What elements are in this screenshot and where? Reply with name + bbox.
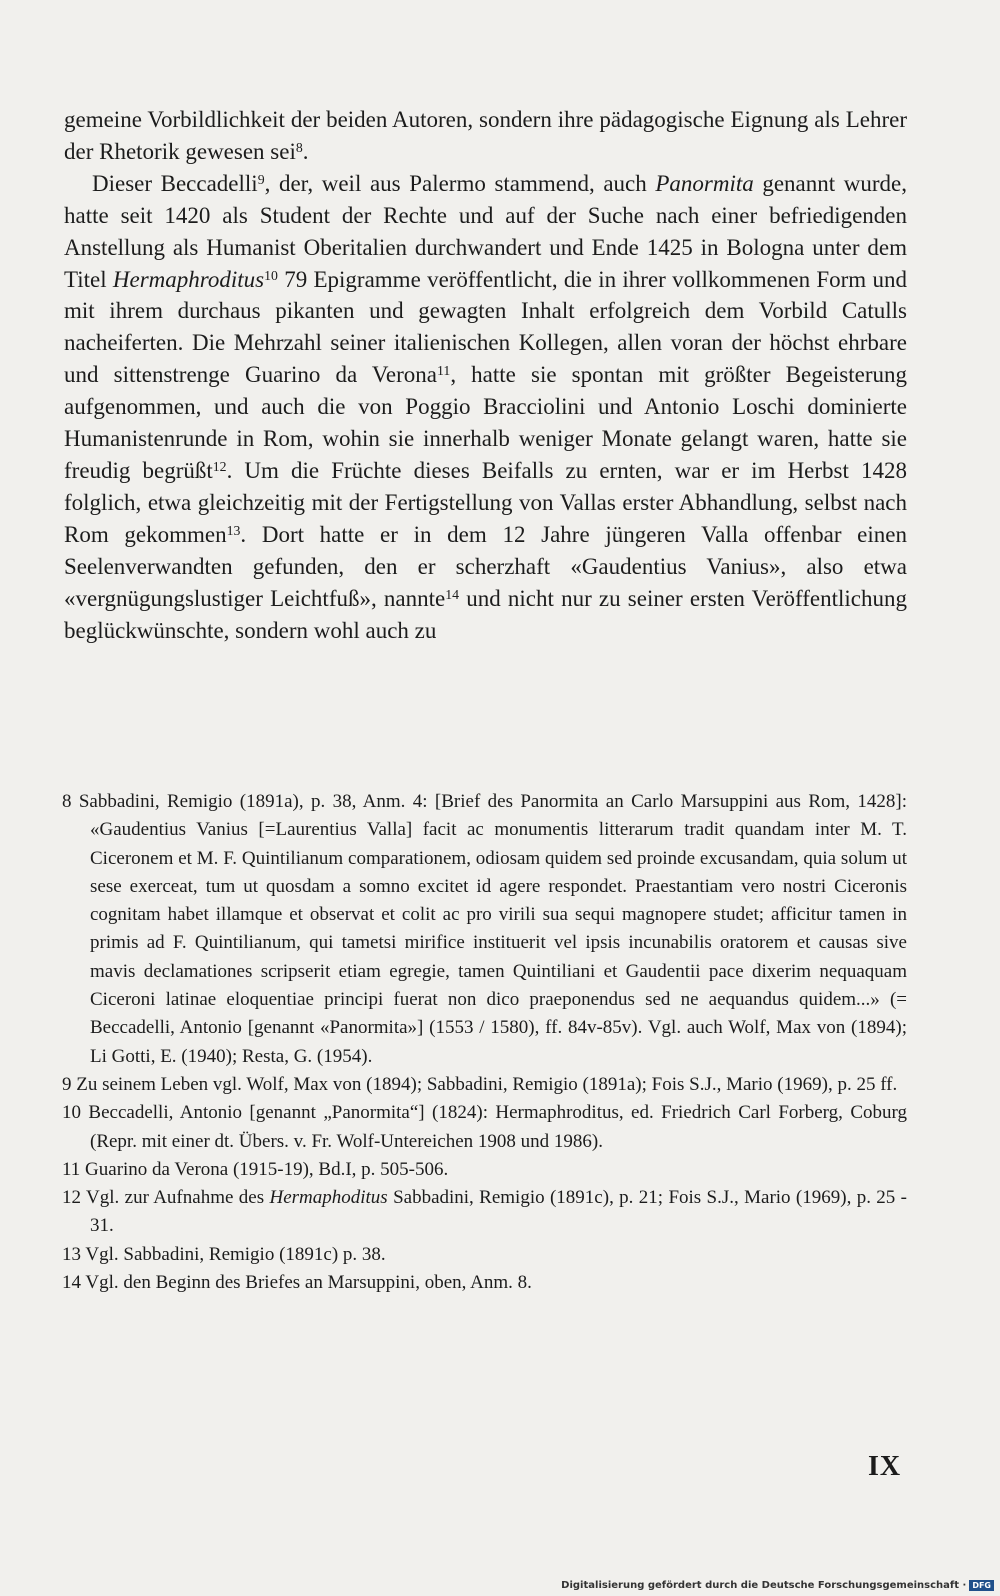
footnote-reference: 14	[445, 586, 460, 602]
text-run: 8 Sabbadini, Remigio (1891a), p. 38, Anm. 4: [Brief des Panormita an Carlo Marsuppini aus Rom, 1428]: «Gaudentius Vanius [=Laurentius Valla] facit ac monumentis litterarum tradit quandam inter M. T. Ciceronem et M. F. Quintilianum comparationem, odiosam quidem sed proinde excusandam, quia solum ut sese exerceat, tum ut quosdam a somno excitet id agere respondet. Praestantiam vero nostri Ciceronis cognitam habet illamque et observat et colit ac pro virili sua sequi magnopere studet; afficitur tamen in primis ad F. Quintilianum, qui tametsi mirifice instituerit vel ipsis incunabilis oratorem et causas sive mavis declamationes scripserit etiam egregie, tamen Quintiliani et Gaudentii pace dixerim nequaquam Ciceroni latinae eloquentiae principi fuerat non dico praeponendus sed ne aequandus quidem...» (= Beccadelli, Antonio [genannt «Panormita»] (1553 / 1580), ff. 84v-85v). Vgl. auch Wolf, Max von (1894); Li Gotti, E. (1940); Resta, G. (1954).	[62, 791, 907, 1067]
italic-text: Hermaphroditus	[112, 266, 265, 292]
text-run: 13 Vgl. Sabbadini, Remigio (1891c) p. 38.	[62, 1243, 386, 1265]
footnote-12	[62, 1184, 907, 1241]
body-paragraph-2	[64, 168, 907, 647]
text-run: . Um die Früchte dieses Beifalls zu ernten, war er im Herbst 1428 folglich, etwa gleichzeitig mit der Fertigstellung von Vallas erster Abhandlung, selbst nach Rom gekommen	[64, 457, 907, 547]
text-run: genannt wurde, hatte seit 1420 als Student der Rechte und auf der Suche nach einer befriedigenden Anstellung als Humanist Oberitalien durchwandert und Ende 1425 in Bologna unter dem Titel	[64, 170, 907, 292]
text-run: Sabbadini, Remigio (1891c), p. 21; Fois S.J., Mario (1969), p. 25 - 31.	[90, 1187, 907, 1237]
footnote-reference: 11	[437, 363, 451, 379]
text-run: und nicht nur zu seiner ersten Veröffentlichung beglückwünschte, sondern wohl auch zu	[64, 585, 908, 643]
footnote-9	[62, 1071, 907, 1099]
footnote-reference: 13	[226, 522, 241, 538]
body-paragraph-1	[64, 104, 907, 168]
digitization-credit	[561, 1580, 994, 1591]
text-run: . Dort hatte er in dem 12 Jahre jüngeren Valla offenbar einen Seelenverwandten gefunden, den er scherzhaft «Gaudentius Vanius», also etwa «vergnügungslustiger Leichtfuß», nannte	[64, 521, 907, 611]
text-run: 14 Vgl. den Beginn des Briefes an Marsuppini, oben, Anm. 8.	[62, 1272, 532, 1294]
text-run: 10 Beccadelli, Antonio [genannt „Panormita“] (1824): Hermaphroditus, ed. Friedrich Carl Forberg, Coburg (Repr. mit einer dt. Übers. v. Fr. Wolf-Untereichen 1908 und 1986).	[62, 1102, 907, 1152]
footnote-13	[62, 1241, 907, 1269]
text-run: , der, weil aus Palermo stammend, auch	[264, 170, 656, 196]
footnote-10	[62, 1099, 907, 1156]
page-number: IX	[868, 1451, 902, 1482]
footnote-11	[62, 1156, 907, 1184]
text-run: .	[302, 138, 309, 164]
footnote-8	[62, 788, 907, 1071]
italic-text: Panormita	[655, 170, 754, 196]
text-run: 12 Vgl. zur Aufnahme des	[62, 1187, 270, 1209]
text-run: 11 Guarino da Verona (1915-19), Bd.I, p. 505-506.	[62, 1158, 449, 1180]
text-run: , hatte sie spontan mit größter Begeisterung aufgenommen, und auch die von Poggio Bracciolini und Antonio Loschi dominierte Humanistenrunde in Rom, wohin sie innerhalb weniger Monate gelangt waren, hatte sie freudig begrüßt	[64, 362, 907, 483]
italic-text: Hermaphoditus	[269, 1187, 388, 1209]
footnote-14	[62, 1269, 907, 1297]
text-run: 9 Zu seinem Leben vgl. Wolf, Max von (1894); Sabbadini, Remigio (1891a); Fois S.J., Mario (1969), p. 25 ff.	[62, 1073, 898, 1095]
credit-text: Digitalisierung gefördert durch die Deutsche Forschungsgemeinschaft ·	[561, 1580, 967, 1591]
footnote-reference: 9	[257, 171, 265, 187]
footnote-reference: 8	[295, 140, 303, 156]
footnote-reference: 10	[264, 267, 278, 283]
dfg-logo: DFG	[969, 1580, 994, 1591]
text-run: 79 Epigramme veröffentlicht, die in ihrer vollkommenen Form und mit ihrem durchaus pikanten und gewagten Inhalt erfolgreich dem Vorbild Catulls nacheiferten. Die Mehrzahl seiner italienischen Kollegen, allen voran der höchst ehrbare und sittenstrenge Guarino da Verona	[64, 266, 907, 388]
body-text	[64, 104, 907, 646]
footnotes	[62, 788, 907, 1297]
text-run: Dieser Beccadelli	[92, 170, 258, 196]
footnote-reference: 12	[212, 459, 227, 475]
text-run: gemeine Vorbildlichkeit der beiden Autoren, sondern ihre pädagogische Eignung als Lehrer der Rhetorik gewesen sei	[64, 107, 907, 164]
